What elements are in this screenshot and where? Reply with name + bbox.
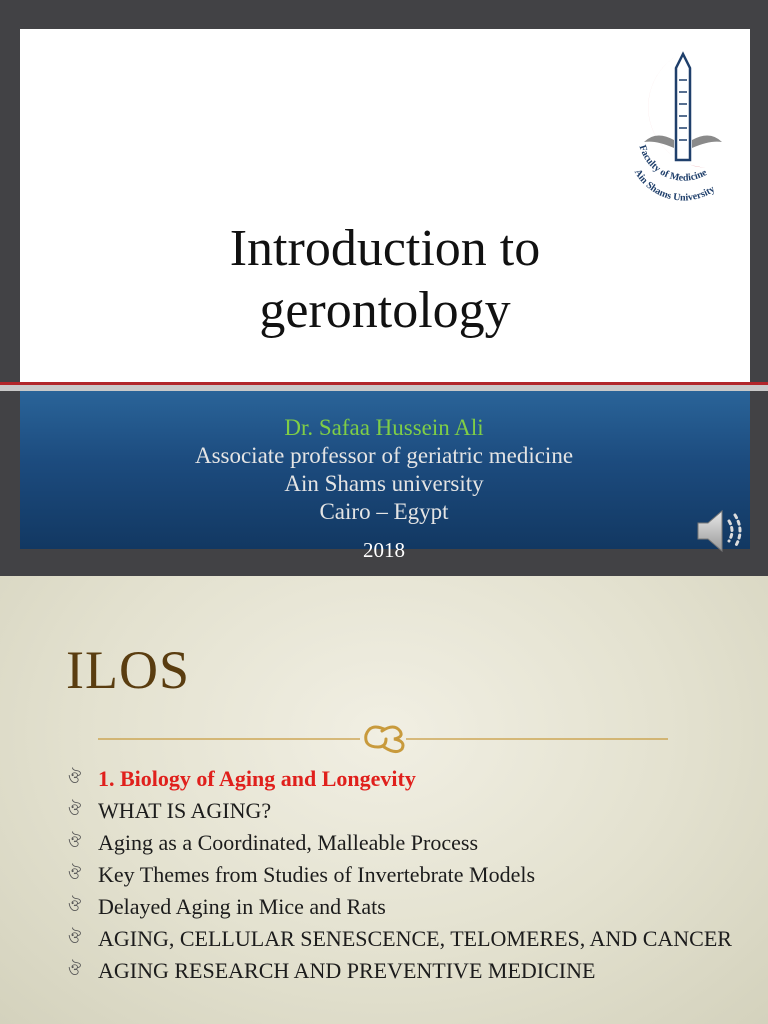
slide-title xyxy=(60,218,710,342)
list-item-text: AGING RESEARCH AND PREVENTIVE MEDICINE xyxy=(98,958,596,983)
logo-text-upper: Faculty of Medicine xyxy=(636,143,709,184)
ornamental-divider-icon xyxy=(98,717,668,757)
list-item-text: 1. Biology of Aging and Longevity xyxy=(98,766,416,791)
list-item xyxy=(68,958,748,983)
author-name: Dr. Safaa Hussein Ali xyxy=(284,415,484,440)
logo-text-lower: Ain Shams University xyxy=(631,167,717,204)
author-position: Associate professor of geriatric medicine xyxy=(194,443,574,468)
list-item-text: Key Themes from Studies of Invertebrate Models xyxy=(98,862,536,887)
speaker-icon[interactable] xyxy=(694,505,748,557)
list-item-text: AGING, CELLULAR SENESCENCE, TELOMERES, AND CANCER xyxy=(98,926,732,951)
bullet-icon: ঔ xyxy=(68,898,82,915)
bullet-icon: ঔ xyxy=(68,770,82,787)
list-item xyxy=(68,798,748,823)
bullet-icon: ঔ xyxy=(68,962,82,979)
bullet-icon: ঔ xyxy=(68,834,82,851)
bullet-icon: ঔ xyxy=(68,802,82,819)
author-location: Cairo – Egypt xyxy=(319,499,449,524)
list-item xyxy=(68,830,748,855)
title-line-1: Introduction to xyxy=(229,220,541,277)
author-institution: Ain Shams university xyxy=(284,471,484,496)
list-item xyxy=(68,894,748,919)
ilos-title: ILOS xyxy=(66,640,190,700)
list-item xyxy=(68,766,748,791)
list-item xyxy=(68,926,748,951)
logo-icon xyxy=(626,44,740,204)
ilos-list xyxy=(68,766,748,990)
bullet-icon: ঔ xyxy=(68,930,82,947)
list-item-text: WHAT IS AGING? xyxy=(98,798,272,823)
list-item xyxy=(68,862,748,887)
list-item-text: Aging as a Coordinated, Malleable Process xyxy=(98,830,479,855)
title-line-2: gerontology xyxy=(259,282,511,339)
ilos-slide xyxy=(0,576,768,1024)
presentation-year: 2018 xyxy=(363,538,405,562)
bullet-icon: ঔ xyxy=(68,866,82,883)
list-item-text: Delayed Aging in Mice and Rats xyxy=(98,894,386,919)
